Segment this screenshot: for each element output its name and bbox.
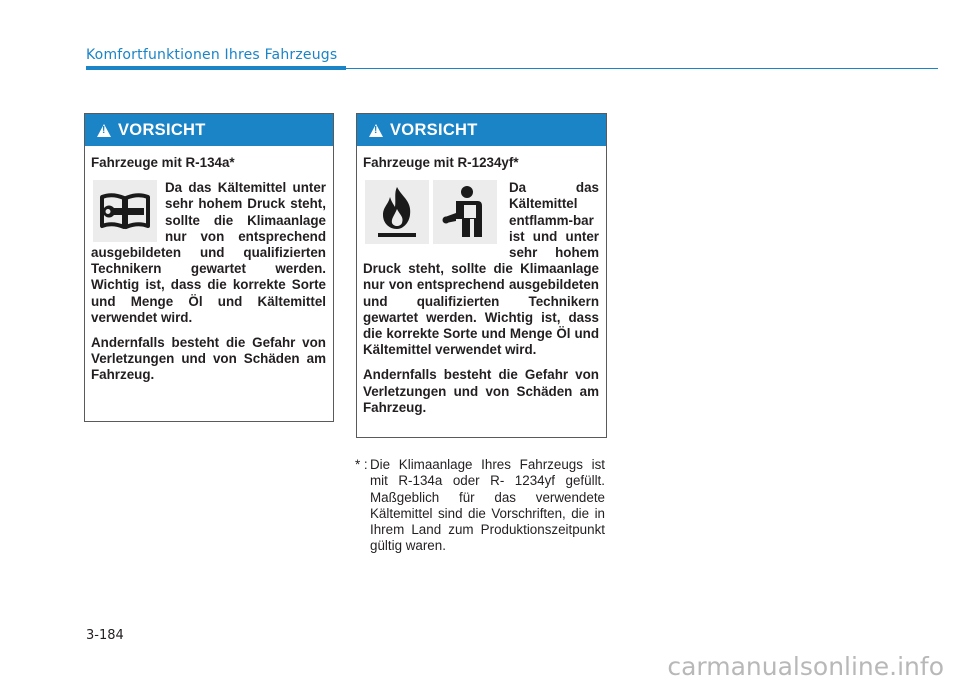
footnote-text: Die Klimaanlage Ihres Fahrzeugs ist mit R-134a oder R- 1234yf gefüllt. Maßgeblich für das verwendete Kältemittel sind die Vorschriften, die in Ihrem Land zum Produktionszeitpunkt gültig waren. [370,457,605,554]
caution-paragraph: Andernfalls besteht die Gefahr von Verletzungen und von Schäden am Fahrzeug. [91,335,326,383]
warning-triangle-icon [97,124,111,137]
caution-paragraph: Da das Kältemittel unter sehr hohem Druck steht, sollte die Klimaanlage nur von entsprechend ausgebildeten und qualifizierten Technikern gewartet werden. Wichtig ist, dass die korrekte Sorte und Menge Öl und Kältemittel verwendet wird. [91,180,326,325]
caution-body [85,146,333,384]
footnote [355,457,605,568]
caution-heading: VORSICHT [390,120,478,139]
caution-header [85,114,333,146]
caution-subtitle: Fahrzeuge mit R-1234yf* [363,155,519,170]
watermark: carmanualsonline.info [667,652,944,681]
caution-paragraph: Da das Kältemittel entflamm-bar ist und unter sehr hohem Druck steht, sollte die Klimaanlage nur von entsprechend ausgebildeten und qualifizierten Technikern gewartet werden. Wichtig ist, dass die korrekte Sorte und Menge Öl und Kältemittel verwendet wird. [363,180,599,358]
footnote-marker: * : [355,457,368,472]
caution-header [357,114,606,146]
icon-panel [93,180,157,242]
caution-body [357,146,606,416]
section-title: Komfortfunktionen Ihres Fahrzeugs [86,47,338,63]
warning-triangle-icon [369,124,383,137]
icon-panel [365,180,501,244]
page-number: 3-184 [86,628,124,643]
caution-box-r134a [84,113,334,422]
caution-paragraph: Andernfalls besteht die Gefahr von Verletzungen und von Schäden am Fahrzeug. [363,367,599,415]
caution-heading: VORSICHT [118,120,206,139]
caution-box-r1234yf [356,113,607,438]
caution-subtitle: Fahrzeuge mit R-134a* [91,155,235,170]
manual-wrench-icon [93,180,157,242]
technician-icon [433,180,497,244]
header-accent-bar [86,66,346,70]
header-rule [346,68,938,69]
flammable-icon [365,180,429,244]
